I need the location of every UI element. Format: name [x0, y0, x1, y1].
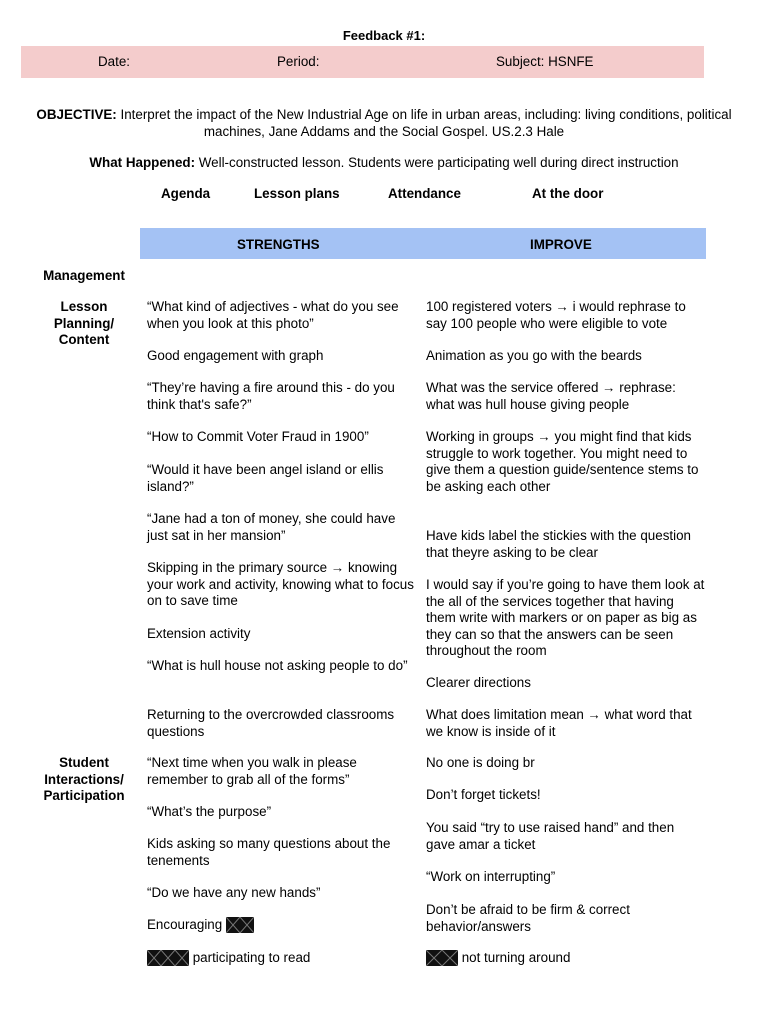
improve-item: No one is doing br [426, 755, 535, 770]
improve-item: 100 registered voters → i would rephrase to say 100 people who were eligible to vote [426, 299, 686, 331]
improve-item: Animation as you go with the beards [426, 348, 642, 363]
objective-label: OBJECTIVE: [36, 107, 117, 122]
subject-label: Subject: HSNFE [496, 54, 594, 69]
improve-item: Don’t forget tickets! [426, 787, 541, 802]
improve-item: Clearer directions [426, 675, 531, 690]
what-happened-text: Well-constructed lesson. Students were participating well during direct instruction [195, 155, 679, 170]
redaction-mark [426, 950, 458, 966]
strength-item-participating [147, 950, 415, 967]
what-happened [0, 155, 768, 170]
objective-text: Interpret the impact of the New Industrial Age on life in urban areas, including: living conditions, political machines, Jane Addams and the Social Gospel. US.2.3 Hale [116, 107, 732, 139]
objective [30, 107, 738, 140]
row-label-management: Management [43, 268, 125, 283]
strength-item: Returning to the overcrowded classrooms questions [147, 707, 395, 739]
info-band [21, 46, 704, 78]
strength-item: “What’s the purpose” [147, 804, 272, 819]
table-header [140, 228, 706, 259]
row-label-student: Student Interactions/ Participation [43, 755, 125, 803]
strength-item: “What is hull house not asking people to do” [147, 658, 408, 673]
strength-item: “Do we have any new hands” [147, 885, 321, 900]
improve-item: What does limitation mean → what word that we know is inside of it [426, 707, 692, 739]
improve-item: Have kids label the stickies with the question that theyre asking to be clear [426, 528, 691, 560]
page-title: Feedback #1: [342, 28, 426, 43]
improve-item: Don’t be afraid to be firm & correct behavior/answers [426, 902, 630, 934]
period-label: Period: [277, 54, 320, 69]
row-label-lesson: Lesson Planning/ Content [53, 299, 115, 347]
strength-item: “Jane had a ton of money, she could have just sat in her mansion” [147, 511, 396, 543]
strength-item: “How to Commit Voter Fraud in 1900” [147, 429, 369, 444]
strength-item: Good engagement with graph [147, 348, 324, 363]
improve-item-text: not turning around [458, 950, 571, 965]
improve-item: “Work on interrupting” [426, 869, 556, 884]
improve-item-turning [426, 950, 706, 967]
improve-item: You said “try to use raised hand” and then gave amar a ticket [426, 820, 675, 852]
what-happened-label: What Happened: [89, 155, 196, 170]
nav-attendance: Attendance [388, 186, 461, 201]
improve-item: Working in groups → you might find that kids struggle to work together. You might need to give them a question guide/sentence stems to be asking each other [426, 429, 699, 494]
strength-item-text: participating to read [189, 950, 311, 965]
nav-agenda: Agenda [161, 186, 211, 201]
strength-item-text: Encouraging [147, 917, 223, 932]
strength-item: Skipping in the primary source → knowing your work and activity, knowing what to focus on to save time [147, 560, 414, 608]
redaction-mark [147, 950, 189, 966]
redaction-mark [226, 917, 254, 933]
improve-item: I would say if you’re going to have them look at the all of the services together that having them write with markers or on paper as big as they can so that the answers can be seen throughout the room [426, 577, 705, 658]
strength-item: Extension activity [147, 626, 251, 641]
strength-item: “Would it have been angel island or ellis island?” [147, 462, 384, 494]
strength-item: Kids asking so many questions about the tenements [147, 836, 391, 868]
improve-header: IMPROVE [530, 237, 592, 252]
improve-item: What was the service offered → rephrase: what was hull house giving people [426, 380, 676, 412]
strength-item: “They’re having a fire around this - do you think that's safe?” [147, 380, 395, 412]
date-label: Date: [98, 54, 131, 69]
strength-item: “What kind of adjectives - what do you see when you look at this photo” [147, 299, 399, 331]
strengths-header: STRENGTHS [237, 237, 320, 252]
strength-item: “Next time when you walk in please remember to grab all of the forms” [147, 755, 357, 787]
nav-at-the-door: At the door [532, 186, 604, 201]
nav-lesson-plans: Lesson plans [254, 186, 340, 201]
strength-item-encouraging [147, 917, 415, 934]
